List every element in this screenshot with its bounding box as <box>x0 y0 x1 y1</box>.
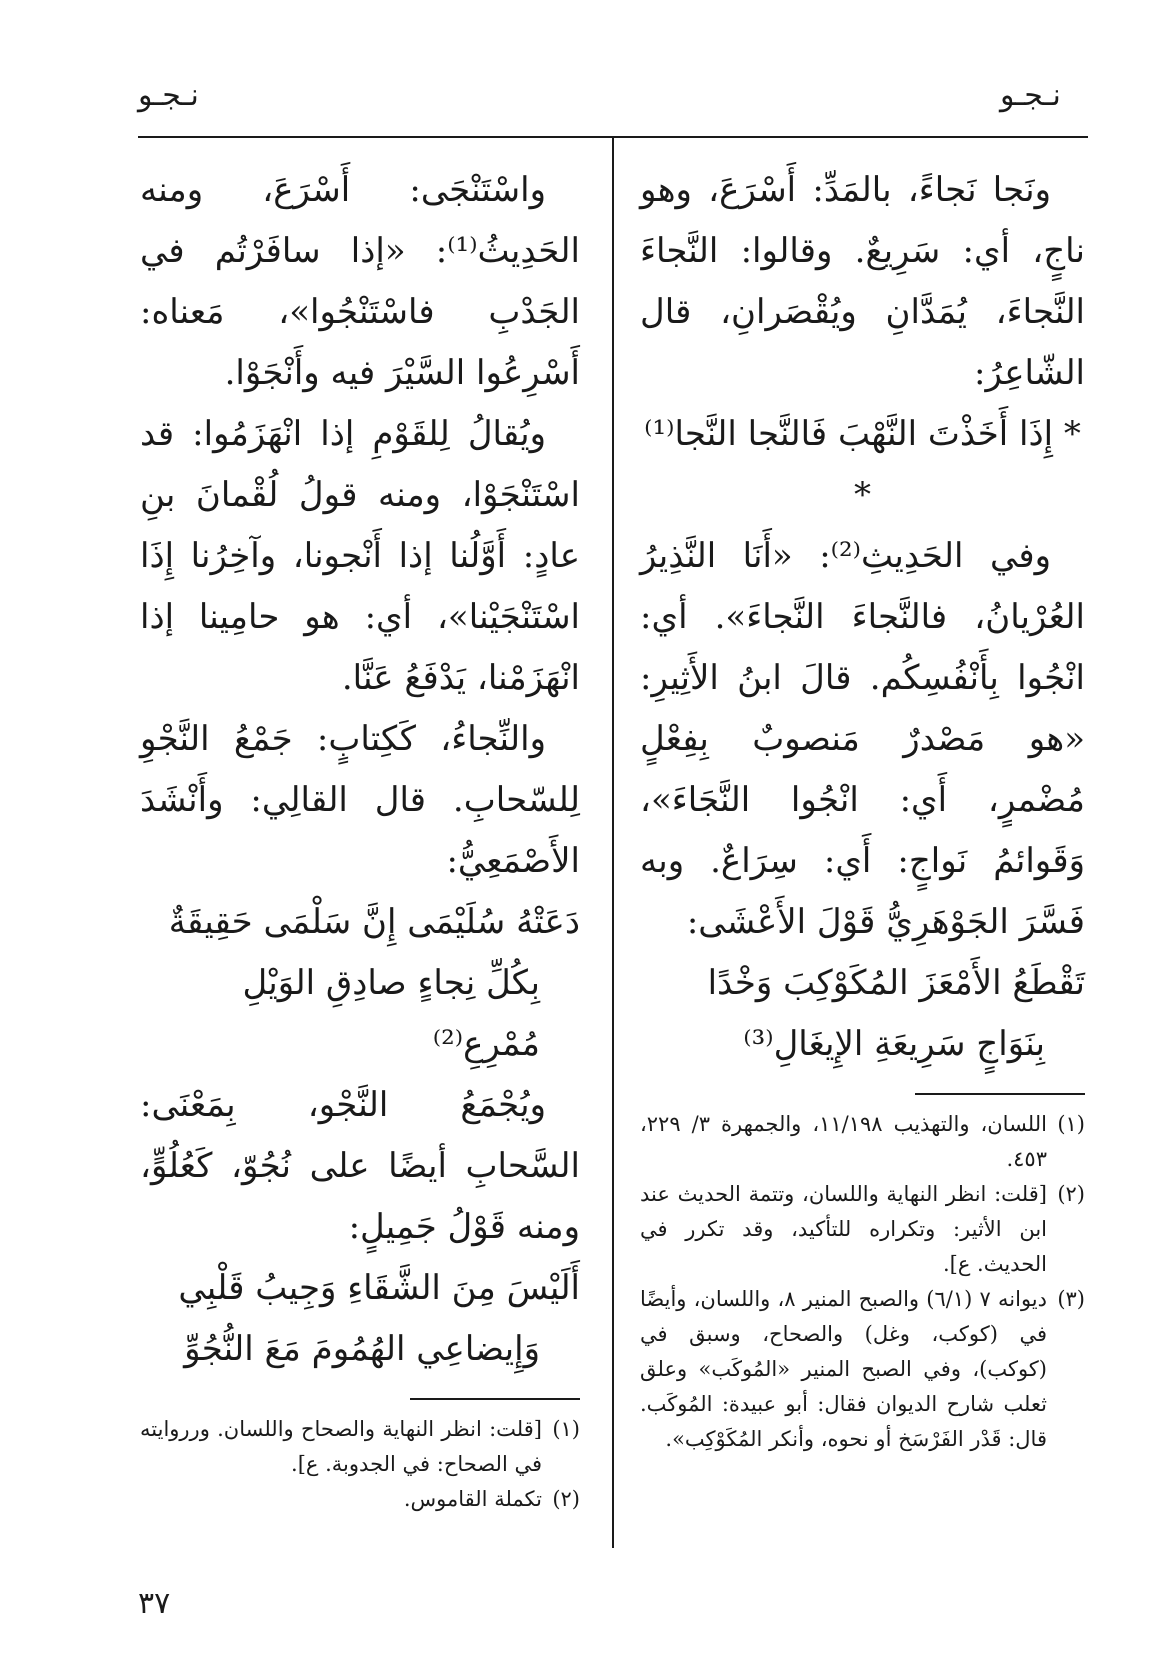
left-column <box>140 160 580 1517</box>
footnote-text: [قلت: انظر النهاية والصحاح واللسان. ورروايته في الصحاح: في الجدوبة. ع]. <box>140 1417 542 1476</box>
footnote-rule <box>915 1093 1085 1095</box>
page-number: ٣٧ <box>138 1586 171 1621</box>
footnote-rule <box>410 1398 580 1400</box>
footnote-text: اللسان، والتهذيب ١١/١٩٨، والجمهرة ٣/ ٢٢٩، ٤٥٣. <box>640 1112 1047 1171</box>
footnote <box>140 1482 580 1517</box>
verse-line: تَقْطَعُ الأَمْعَزَ المُكَوْكِبَ وَخْدًا <box>707 963 1085 1003</box>
verse-line: دَعَتْهُ سُلَيْمَى إِنَّ سَلْمَى حَقِيقَةٌ <box>168 902 580 942</box>
entry-paragraph: ويُقالُ لِلقَوْمِ إذا انْهَزَمُوا: قد اسْتَنْجَوْا، ومنه قولُ لُقْمانَ بنِ عادٍ: أَوَّلُنا إذا أَنْجونا، وآخِرُنا إِذَا اسْتَنْجَيْنا»، أي: هو حامِينا إذا انْهَزَمْنا، يَدْفَعُ عَنَّا. <box>140 414 580 698</box>
footnote <box>140 1412 580 1482</box>
footnote-number: (٣) <box>1057 1287 1085 1311</box>
entry-paragraph: ونَجا نَجاءً، بالمَدِّ: أَسْرَعَ، وهو ناجٍ، أي: سَرِيعٌ. وقالوا: النَّجاءَ النَّجاءَ، يُمَدَّانِ ويُقْصَرانِ، قال الشّاعِرُ: <box>640 170 1085 393</box>
footnote-text: [قلت: انظر النهاية واللسان، وتتمة الحديث عند ابن الأثير: وتكراره للتأكيد، وقد تكرر في الحديث. ع]. <box>640 1182 1047 1276</box>
column-divider <box>612 138 614 1548</box>
entry-paragraph: ويُجْمَعُ النَّجْو، بِمَعْنَى: السَّحابِ أيضًا على نُجُوّ، كَعُلُوٍّ، ومنه قَوْلُ جَمِيلٍ: <box>140 1085 580 1247</box>
footnote <box>640 1177 1085 1282</box>
right-column <box>640 160 1085 1457</box>
entry-paragraph: واسْتَنْجَى: أَسْرَعَ، ومنه الحَدِيثُ⁽¹⁾: «إذا سافَرْتُم في الجَدْبِ فاسْتَنْجُوا»، مَعناه: أَسْرِعُوا السَّيْرَ فيه وأَنْجَوْا. <box>140 170 580 393</box>
verse-line: وَإِيضاعِي الهُمُومَ مَعَ النُّجُوِّ <box>184 1329 540 1369</box>
footnote-number: (٢) <box>1057 1182 1085 1206</box>
footnote <box>640 1107 1085 1177</box>
verse-line: بِكُلِّ نِجاءٍ صادِقِ الوَيْلِ مُمْرِعِ⁽²⁾ <box>242 963 540 1064</box>
running-header-left: نـجـو <box>138 78 199 113</box>
running-header-right: نـجـو <box>1000 78 1061 113</box>
footnote-text: تكملة القاموس. <box>403 1487 542 1511</box>
footnote-number: (٢) <box>552 1487 580 1511</box>
footnote-number: (١) <box>552 1417 580 1441</box>
verse-line: بِنَوَاجٍ سَرِيعَةِ الإِيغَالِ⁽³⁾ <box>743 1024 1045 1064</box>
footnote-number: (١) <box>1057 1112 1085 1136</box>
verse-line: أَلَيْسَ مِنَ الشَّقَاءِ وَجِيبُ قَلْبِي <box>178 1268 580 1308</box>
entry-paragraph: وفي الحَدِيثِ⁽²⁾: «أَنَا النَّذِيرُ العُرْيانُ، فالنَّجاءَ النَّجاءَ». أي: انْجُوا بِأَنْفُسِكُم. قالَ ابنُ الأَثِيرِ: «هو مَصْدرٌ مَنصوبٌ بِفِعْلٍ مُضْمرٍ، أَي: انْجُوا النَّجَاءَ»، وَقَوائمُ نَواجٍ: أَي: سِرَاعٌ. وبه فَسَّرَ الجَوْهَرِيُّ قَوْلَ الأَعْشَى: <box>640 536 1085 942</box>
entry-paragraph: والنِّجاءُ، كَكِتابٍ: جَمْعُ النَّجْوِ لِلسّحابِ. قال القالِي: وأَنْشَدَ الأَصْمَعِيُّ: <box>140 719 580 881</box>
footnote-text: ديوانه ٧ (٦/١) والصبح المنير ٨، واللسان، وأيضًا في (كوكب، وغل) والصحاح، وسبق في (كوكب)، وفي الصبح المنير «المُوكَب» وعلق ثعلب شارح الديوان فقال: أبو عبيدة: المُوكَب. قال: قَدْر الفَرْسَخ أو نحوه، وأنكر المُكَوْكِب». <box>640 1287 1047 1451</box>
footnote <box>640 1282 1085 1457</box>
verse-line: * إِذَا أَخَذْتَ النَّهْبَ فَالنَّجا النَّجا⁽¹⁾ * <box>644 414 1081 515</box>
